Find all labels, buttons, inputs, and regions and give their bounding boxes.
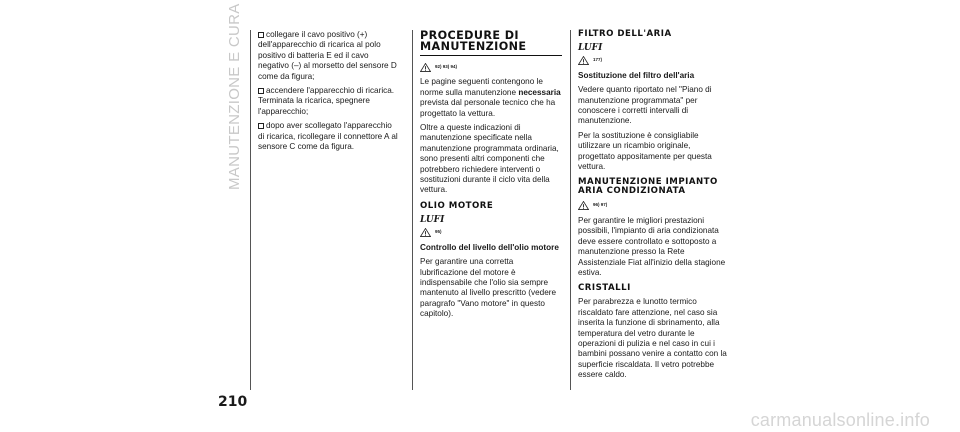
warning-references [578, 200, 728, 210]
list-item-text: dopo aver scollegato l'apparecchio di ricarica, ricollegare il connettore A al sensore C come da figura. [258, 121, 398, 152]
warning-icon [420, 228, 431, 237]
reference-numbers: 92) 93) 94) [435, 64, 458, 69]
section-heading-air-filter: FILTRO DELL'ARIA [578, 29, 672, 39]
warning-icon [578, 56, 589, 65]
subheading-oil-level: Controllo del livello dell'olio motore [420, 242, 559, 252]
paragraph: Per garantire le migliori prestazioni possibili, l'impianto di aria condizionata deve essere controllato e sottoposto a manutenzione presso la Rete Assistenziale Fiat all'inizio della stagione estiva. [578, 215, 726, 277]
chapter-side-title: MANUTENZIONE E CURA [226, 3, 243, 190]
column-3 [578, 30, 728, 385]
subheading-air-filter-replacement: Sostituzione del filtro dell'aria [578, 70, 695, 80]
checkbox-bullet-icon [258, 88, 264, 94]
list-item [258, 86, 400, 117]
paragraph: Per la sostituzione è consigliabile utilizzare un ricambio originale, progettato appositamente per questa vettura. [578, 130, 712, 172]
eco-logo-icon: LUFI [420, 214, 445, 225]
paragraph-bold-text: necessaria [518, 87, 561, 97]
warning-icon [420, 63, 431, 72]
site-watermark: carmanualsonline.info [750, 410, 930, 430]
page-number: 210 [218, 394, 248, 410]
warning-icon [578, 201, 589, 210]
checkbox-bullet-icon [258, 123, 264, 129]
section-heading-air-conditioning: MANUTENZIONE IMPIANTO ARIA CONDIZIONATA [578, 177, 718, 197]
column-divider [412, 30, 413, 390]
warning-references [420, 62, 562, 72]
paragraph [420, 77, 562, 119]
reference-numbers: 96) 97) [593, 202, 608, 208]
list-item-text: collegare il cavo positivo (+) dell'apparecchio di ricarica al polo positivo di batteria E ed il cavo negativo (–) al morsetto del sensore D come da figura; [258, 30, 397, 81]
paragraph-text: Le pagine seguenti contengono le norme sulla manutenzione [420, 77, 543, 97]
column-divider [570, 30, 571, 390]
section-heading-engine-oil: OLIO MOTORE [420, 200, 494, 211]
paragraph: Vedere quanto riportato nel "Piano di manutenzione programmata" per conoscere i corretti intervalli di manutenzione. [578, 85, 712, 126]
warning-references [420, 227, 562, 237]
column-2 [420, 30, 562, 324]
warning-references [578, 55, 728, 65]
paragraph: Per garantire una corretta lubrificazione del motore è indispensabile che l'olio sia sempre mantenuto al livello prescritto (vedere paragrafo "Vano motore" in questo capitolo). [420, 257, 557, 319]
paragraph-text: prevista dal personale tecnico che ha progettato la vettura. [420, 98, 556, 118]
reference-numbers: 95) [435, 229, 442, 235]
column-1 [258, 30, 400, 156]
eco-logo-icon: LUFI [578, 43, 603, 53]
reference-numbers: 177) [593, 57, 603, 63]
paragraph: Oltre a queste indicazioni di manutenzione specificate nella manutenzione programmata ordinaria, sono presenti altri componenti che potrebbero richiedere interventi o sostituzioni durante il ciclo vita della vettura. [420, 123, 559, 195]
column-divider [250, 30, 251, 390]
list-item [258, 121, 400, 152]
section-title-procedures: PROCEDURE DI MANUTENZIONE [420, 30, 562, 56]
list-item [258, 30, 400, 82]
checkbox-bullet-icon [258, 32, 264, 38]
section-heading-windows: CRISTALLI [578, 283, 631, 294]
list-item-text: accendere l'apparecchio di ricarica. Terminata la ricarica, spegnere l'apparecchio; [258, 86, 395, 116]
paragraph: Per parabrezza e lunotto termico riscaldato fare attenzione, nel caso sia inserita la funzione di sbrinamento, alla temperatura del vetro durante le operazioni di pulizia e nel caso in cui i bambini possano venire a contatto con la superficie riscaldata. Il vetro potrebbe essere caldo. [578, 297, 727, 380]
